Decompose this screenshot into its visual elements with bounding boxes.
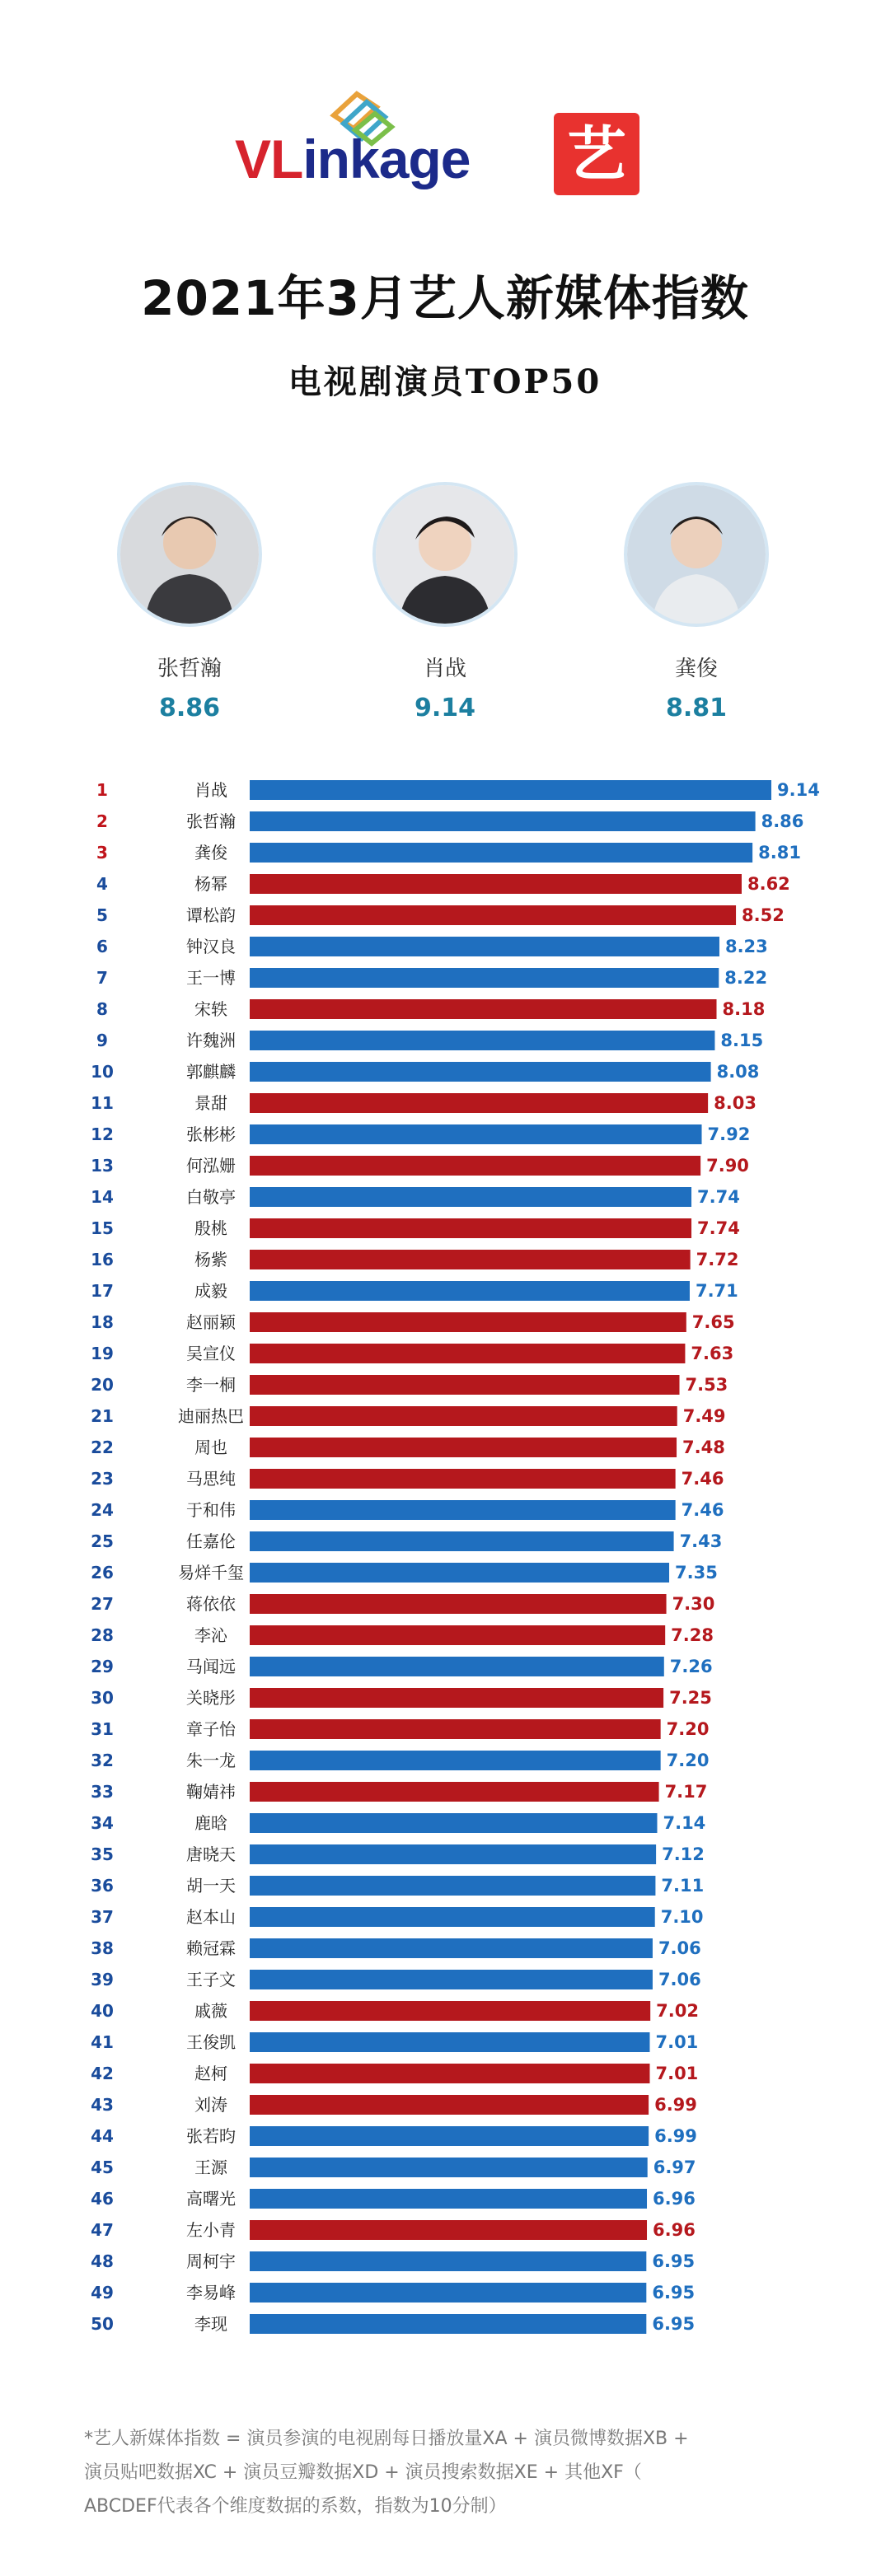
- bar: [250, 1281, 690, 1301]
- rank-label: 19: [91, 1344, 114, 1363]
- data-label: 7.06: [658, 1938, 701, 1958]
- rank-label: 3: [96, 843, 108, 863]
- bar: [250, 843, 752, 863]
- category-label: 杨幂: [194, 874, 227, 894]
- category-label: 戚薇: [194, 2001, 227, 2021]
- rank-label: 48: [91, 2251, 114, 2271]
- category-label: 蒋依依: [186, 1594, 236, 1614]
- category-label: 李一桐: [186, 1375, 236, 1395]
- data-label: 8.18: [722, 999, 766, 1019]
- podium-second: [107, 482, 272, 722]
- rank-label: 33: [91, 1782, 114, 1802]
- rank-label: 26: [91, 1563, 114, 1583]
- portrait-icon: [120, 485, 259, 624]
- bar: [250, 1594, 667, 1614]
- footnote: [84, 2422, 842, 2523]
- data-label: 7.14: [663, 1813, 706, 1833]
- rank-label: 31: [91, 1719, 114, 1739]
- category-label: 张哲瀚: [186, 811, 236, 831]
- data-label: 7.01: [655, 2064, 699, 2083]
- bar: [250, 1438, 677, 1457]
- category-label: 肖战: [194, 780, 227, 800]
- category-label: 李易峰: [186, 2283, 236, 2303]
- bar: [250, 1218, 691, 1238]
- data-label: 8.81: [758, 843, 801, 863]
- data-label: 7.49: [682, 1406, 726, 1426]
- podium-score: 9.14: [414, 694, 476, 722]
- data-label: 7.12: [662, 1844, 705, 1864]
- category-label: 殷桃: [194, 1218, 227, 1238]
- rank-label: 50: [91, 2314, 114, 2334]
- rank-label: 42: [91, 2064, 114, 2083]
- bar: [250, 1625, 665, 1645]
- category-label: 鞠婧祎: [186, 1782, 236, 1802]
- bar: [250, 968, 719, 988]
- rank-label: 21: [91, 1406, 114, 1426]
- rank-label: 24: [91, 1500, 114, 1520]
- data-label: 7.71: [695, 1281, 738, 1301]
- category-label: 张若昀: [186, 2126, 236, 2146]
- data-label: 7.06: [658, 1970, 701, 1989]
- bar: [250, 937, 719, 956]
- category-label: 钟汉良: [186, 937, 236, 956]
- rank-label: 41: [91, 2032, 114, 2052]
- rank-label: 22: [91, 1438, 114, 1457]
- category-label: 朱一龙: [186, 1751, 236, 1770]
- rank-label: 28: [91, 1625, 114, 1645]
- data-label: 6.96: [653, 2189, 696, 2209]
- data-label: 7.02: [656, 2001, 700, 2021]
- ranking-bar-chart: [0, 774, 890, 2364]
- yi-badge-icon: 艺: [554, 113, 639, 195]
- page-subtitle: 电视剧演员TOP50: [288, 362, 602, 401]
- bar: [250, 811, 756, 831]
- data-label: 7.74: [697, 1218, 740, 1238]
- data-label: 8.15: [720, 1031, 764, 1050]
- podium-name: 肖战: [423, 657, 466, 681]
- data-label: 6.95: [652, 2251, 696, 2271]
- category-label: 杨紫: [194, 1250, 227, 1269]
- data-label: 7.01: [655, 2032, 699, 2052]
- data-label: 7.46: [681, 1500, 724, 1520]
- data-label: 7.25: [669, 1688, 712, 1708]
- category-label: 成毅: [194, 1281, 227, 1301]
- data-label: 7.43: [679, 1531, 723, 1551]
- portrait-icon: [627, 485, 766, 624]
- rank-label: 29: [91, 1657, 114, 1676]
- data-label: 7.46: [681, 1469, 724, 1489]
- bar: [250, 1844, 656, 1864]
- data-label: 8.22: [724, 968, 768, 988]
- data-label: 8.86: [761, 811, 804, 831]
- rank-label: 47: [91, 2220, 114, 2240]
- data-label: 7.74: [697, 1187, 740, 1207]
- data-label: 7.63: [691, 1344, 734, 1363]
- rank-label: 7: [96, 968, 108, 988]
- rank-label: 9: [96, 1031, 108, 1050]
- category-label: 王俊凯: [186, 2032, 236, 2052]
- rank-label: 15: [91, 1218, 114, 1238]
- data-label: 9.14: [777, 780, 820, 800]
- bar: [250, 1751, 661, 1770]
- data-label: 7.48: [682, 1438, 725, 1457]
- rank-label: 27: [91, 1594, 114, 1614]
- rank-label: 4: [96, 874, 108, 894]
- avatar: [117, 482, 262, 627]
- bar: [250, 1250, 691, 1269]
- rank-label: 17: [91, 1281, 114, 1301]
- category-label: 赖冠霖: [186, 1938, 236, 1958]
- bar: [250, 1031, 714, 1050]
- data-label: 7.65: [691, 1312, 735, 1332]
- data-label: 8.52: [742, 905, 785, 925]
- data-label: 6.96: [653, 2220, 696, 2240]
- bar: [250, 1093, 708, 1113]
- vlinkage-wordmark: [235, 129, 471, 189]
- rank-label: 49: [91, 2283, 114, 2303]
- podium-name: 龚俊: [674, 657, 718, 681]
- rank-label: 8: [96, 999, 108, 1019]
- category-label: 白敬亭: [186, 1187, 236, 1207]
- rank-label: 2: [96, 811, 108, 831]
- category-label: 郭麒麟: [186, 1062, 236, 1082]
- category-label: 迪丽热巴: [178, 1406, 244, 1426]
- rank-label: 39: [91, 1970, 114, 1989]
- category-label: 马闻远: [186, 1657, 236, 1676]
- category-label: 景甜: [194, 1093, 227, 1113]
- category-label: 唐晓天: [186, 1844, 236, 1864]
- data-label: 7.90: [706, 1156, 749, 1176]
- bar: [250, 1156, 700, 1176]
- bar: [250, 1907, 655, 1927]
- podium-third: [614, 482, 779, 722]
- bar: [250, 1500, 676, 1520]
- bar: [250, 2126, 649, 2146]
- data-label: 7.72: [696, 1250, 739, 1269]
- footnote-line: ABCDEF代表各个维度数据的系数，指数为10分制）: [84, 2496, 507, 2517]
- rank-label: 32: [91, 1751, 114, 1770]
- bar: [250, 1719, 661, 1739]
- rank-label: 23: [91, 1469, 114, 1489]
- bar: [250, 2220, 647, 2240]
- bar: [250, 2283, 646, 2303]
- category-label: 周柯宇: [186, 2251, 236, 2271]
- bar: [250, 1688, 663, 1708]
- rank-label: 1: [96, 780, 108, 800]
- rank-label: 35: [91, 1844, 114, 1864]
- category-label: 左小青: [186, 2220, 236, 2240]
- rank-label: 45: [91, 2158, 114, 2177]
- category-label: 高曙光: [186, 2189, 236, 2209]
- bar: [250, 2189, 647, 2209]
- data-label: 7.20: [666, 1751, 710, 1770]
- category-label: 于和伟: [186, 1500, 236, 1520]
- rank-label: 38: [91, 1938, 114, 1958]
- bar: [250, 2001, 650, 2021]
- rank-label: 16: [91, 1250, 114, 1269]
- category-label: 刘涛: [194, 2095, 227, 2115]
- page-title: 2021年3月艺人新媒体指数: [141, 270, 749, 326]
- portrait-icon: [376, 485, 514, 624]
- category-label: 周也: [194, 1438, 227, 1457]
- avatar: [624, 482, 769, 627]
- category-label: 关晓彤: [186, 1688, 236, 1708]
- bar: [250, 1312, 686, 1332]
- category-label: 李现: [194, 2314, 227, 2334]
- data-label: 7.28: [671, 1625, 714, 1645]
- data-label: 7.10: [660, 1907, 704, 1927]
- data-label: 6.95: [652, 2314, 696, 2334]
- wordmark-blue: inkage: [302, 129, 471, 189]
- data-label: 7.17: [664, 1782, 708, 1802]
- data-label: 8.03: [714, 1093, 756, 1113]
- bar: [250, 1124, 702, 1144]
- rank-label: 46: [91, 2189, 114, 2209]
- category-label: 鹿晗: [194, 1813, 227, 1833]
- data-label: 7.20: [666, 1719, 710, 1739]
- rank-label: 14: [91, 1187, 114, 1207]
- footnote-line: 演员贴吧数据XC + 演员豆瓣数据XD + 演员搜索数据XE + 其他XF（: [84, 2462, 642, 2483]
- category-label: 王源: [194, 2158, 227, 2177]
- data-label: 7.30: [672, 1594, 715, 1614]
- category-label: 王一博: [186, 968, 236, 988]
- bar: [250, 1876, 655, 1896]
- category-label: 赵柯: [194, 2064, 227, 2083]
- category-label: 任嘉伦: [186, 1531, 236, 1551]
- category-label: 龚俊: [194, 843, 227, 863]
- data-label: 7.26: [669, 1657, 713, 1676]
- rank-label: 43: [91, 2095, 114, 2115]
- rank-label: 5: [96, 905, 108, 925]
- bar: [250, 1469, 676, 1489]
- rank-label: 30: [91, 1688, 114, 1708]
- rank-label: 12: [91, 1124, 114, 1144]
- avatar: [372, 482, 518, 627]
- bar: [250, 1938, 653, 1958]
- category-label: 宋轶: [194, 999, 227, 1019]
- header: [0, 0, 890, 428]
- bar: [250, 1406, 677, 1426]
- data-label: 7.53: [685, 1375, 728, 1395]
- rank-label: 34: [91, 1813, 114, 1833]
- rank-label: 13: [91, 1156, 114, 1176]
- category-label: 谭松韵: [186, 905, 236, 925]
- rank-label: 11: [91, 1093, 114, 1113]
- bar: [250, 1563, 669, 1583]
- bar: [250, 1187, 691, 1207]
- bar: [250, 999, 717, 1019]
- rank-label: 36: [91, 1876, 114, 1896]
- bar: [250, 1970, 653, 1989]
- bar: [250, 2158, 648, 2177]
- category-label: 张彬彬: [186, 1124, 236, 1144]
- podium-score: 8.81: [665, 694, 728, 722]
- category-label: 何泓姗: [186, 1156, 236, 1176]
- bar: [250, 1344, 685, 1363]
- bar: [250, 874, 742, 894]
- category-label: 吴宣仪: [186, 1344, 236, 1363]
- data-label: 6.99: [654, 2095, 697, 2115]
- podium-score: 8.86: [158, 694, 221, 722]
- data-label: 8.62: [747, 874, 790, 894]
- data-label: 7.11: [661, 1876, 705, 1896]
- bar: [250, 1531, 674, 1551]
- bar: [250, 2251, 646, 2271]
- podium-first: [363, 482, 527, 722]
- data-label: 6.99: [654, 2126, 697, 2146]
- rank-label: 37: [91, 1907, 114, 1927]
- bar: [250, 1782, 659, 1802]
- rank-label: 40: [91, 2001, 114, 2021]
- category-label: 章子怡: [186, 1719, 236, 1739]
- bar: [250, 2064, 649, 2083]
- rank-label: 10: [91, 1062, 114, 1082]
- category-label: 赵本山: [186, 1907, 236, 1927]
- category-label: 李沁: [194, 1625, 227, 1645]
- bar: [250, 1657, 664, 1676]
- bar: [250, 2314, 646, 2334]
- data-label: 6.95: [652, 2283, 696, 2303]
- category-label: 马思纯: [186, 1469, 236, 1489]
- data-label: 7.92: [707, 1124, 751, 1144]
- footnote-line: *艺人新媒体指数 = 演员参演的电视剧每日播放量XA + 演员微博数据XB +: [84, 2429, 689, 2449]
- bar: [250, 1813, 657, 1833]
- data-label: 7.35: [675, 1563, 718, 1583]
- bar: [250, 2032, 649, 2052]
- rank-label: 25: [91, 1531, 114, 1551]
- rank-label: 6: [96, 937, 108, 956]
- data-label: 8.08: [716, 1062, 760, 1082]
- bar: [250, 1375, 679, 1395]
- bar: [250, 2095, 649, 2115]
- category-label: 许魏洲: [186, 1031, 236, 1050]
- category-label: 易烊千玺: [178, 1563, 244, 1583]
- category-label: 胡一天: [186, 1876, 236, 1896]
- category-label: 王子文: [186, 1970, 236, 1989]
- bar: [250, 1062, 711, 1082]
- data-label: 6.97: [653, 2158, 696, 2177]
- podium-name: 张哲瀚: [157, 657, 222, 681]
- rank-label: 20: [91, 1375, 114, 1395]
- category-label: 赵丽颖: [186, 1312, 236, 1332]
- top3-section: [0, 482, 890, 746]
- rank-label: 18: [91, 1312, 114, 1332]
- bar: [250, 780, 771, 800]
- rank-label: 44: [91, 2126, 114, 2146]
- bar: [250, 905, 736, 925]
- wordmark-red: VL: [235, 129, 303, 189]
- data-label: 8.23: [724, 937, 768, 956]
